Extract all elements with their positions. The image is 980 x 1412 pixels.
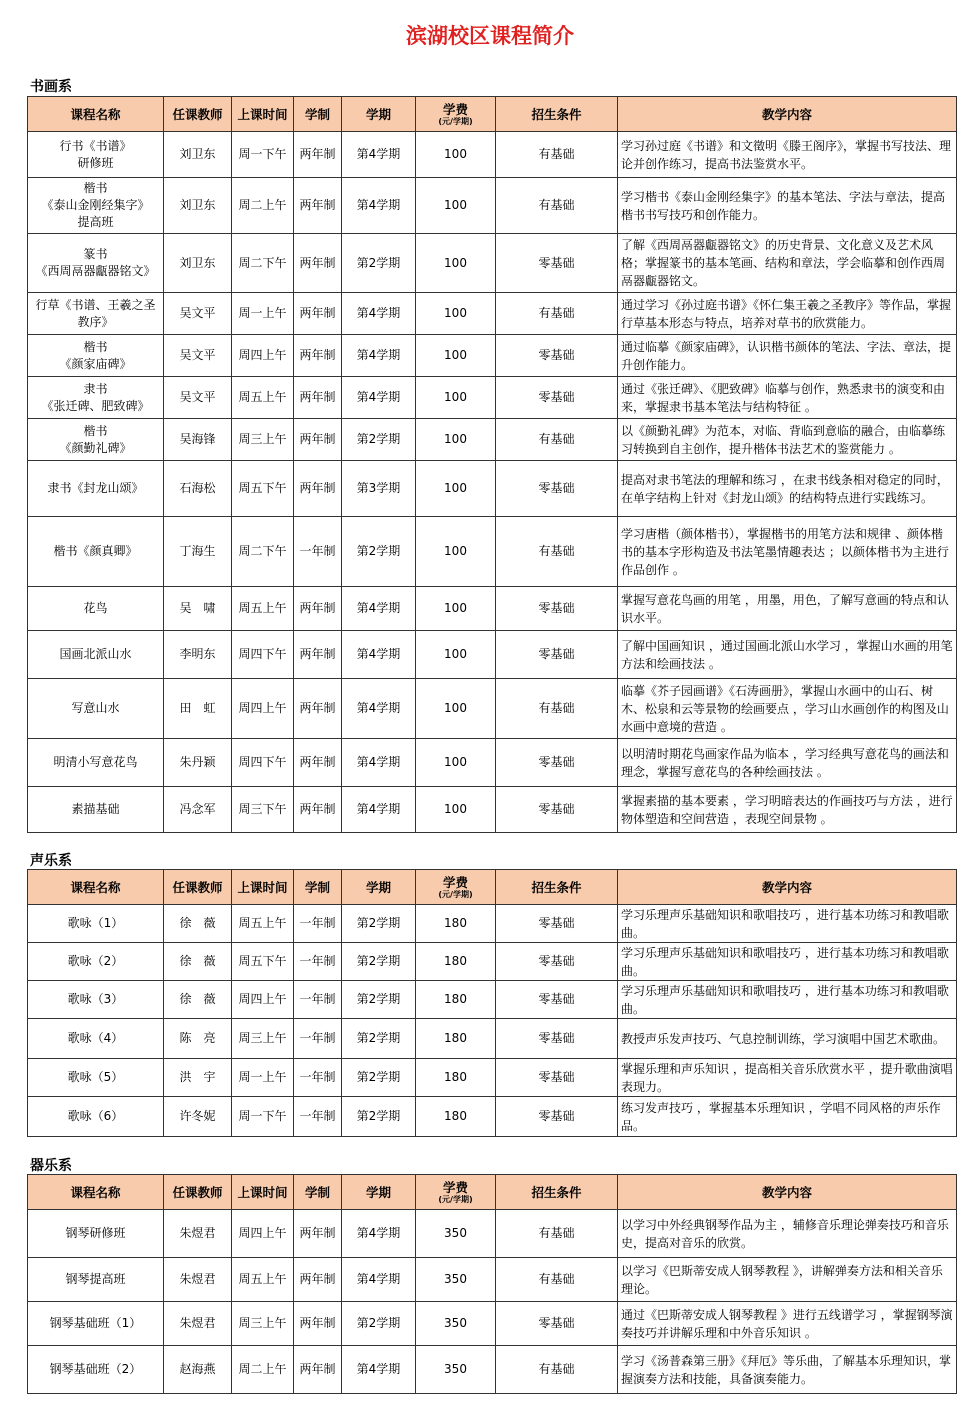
cell-fee: 350 [416,1258,496,1302]
cell-name: 歌咏（6） [28,1097,164,1137]
cell-condition: 零基础 [496,377,618,419]
table-header-row [28,1175,957,1210]
course-table [27,869,957,1137]
cell-term: 第2学期 [342,905,416,943]
table-row [28,943,957,981]
cell-system: 两年制 [294,335,342,377]
cell-term: 第4学期 [342,787,416,833]
cell-time: 周一上午 [232,293,294,335]
cell-condition: 零基础 [496,905,618,943]
cell-fee: 350 [416,1210,496,1258]
cell-time: 周三上午 [232,419,294,461]
cell-teacher: 朱丹颖 [164,739,232,787]
header-fee: 学费 (元/学期) [416,870,496,905]
cell-system: 一年制 [294,943,342,981]
cell-time: 周五上午 [232,1258,294,1302]
cell-fee: 100 [416,587,496,631]
cell-content: 学习乐理声乐基础知识和歌唱技巧 ，进行基本功练习和教唱歌曲。 [618,943,957,981]
cell-name: 花鸟 [28,587,164,631]
cell-term: 第2学期 [342,1019,416,1059]
cell-term: 第4学期 [342,293,416,335]
cell-term: 第4学期 [342,377,416,419]
header-fee: 学费 (元/学期) [416,97,496,132]
cell-name: 素描基础 [28,787,164,833]
cell-content: 以明清时期花鸟画家作品为临本 ，学习经典写意花鸟的画法和理念，掌握写意花鸟的各种绘画技法 。 [618,739,957,787]
page-title: 滨湖校区课程简介 [406,24,574,48]
header-name: 课程名称 [28,97,164,132]
cell-teacher: 吴文平 [164,335,232,377]
cell-content: 学习乐理声乐基础知识和歌唱技巧 ，进行基本功练习和教唱歌曲。 [618,905,957,943]
cell-content: 以学习中外经典钢琴作品为主 ，辅修音乐理论弹奏技巧和音乐史，提高对音乐的欣赏。 [618,1210,957,1258]
table-row [28,679,957,739]
cell-teacher: 刘卫东 [164,234,232,293]
cell-teacher: 石海松 [164,461,232,517]
cell-system: 两年制 [294,1258,342,1302]
table-row [28,461,957,517]
cell-term: 第4学期 [342,679,416,739]
cell-condition: 零基础 [496,1019,618,1059]
cell-teacher: 徐 薇 [164,943,232,981]
cell-term: 第4学期 [342,335,416,377]
cell-name: 钢琴研修班 [28,1210,164,1258]
cell-fee: 180 [416,905,496,943]
table-row [28,1059,957,1097]
cell-system: 一年制 [294,1097,342,1137]
cell-time: 周五上午 [232,377,294,419]
cell-condition: 零基础 [496,631,618,679]
cell-fee: 100 [416,517,496,587]
table-row [28,631,957,679]
cell-system: 两年制 [294,587,342,631]
table-row [28,905,957,943]
header-teacher: 任课教师 [164,1175,232,1210]
table-row [28,178,957,234]
cell-system: 两年制 [294,234,342,293]
cell-teacher: 朱煜君 [164,1210,232,1258]
cell-time: 周四上午 [232,679,294,739]
cell-system: 两年制 [294,419,342,461]
cell-name: 楷书《颜真卿》 [28,517,164,587]
cell-term: 第4学期 [342,739,416,787]
cell-condition: 零基础 [496,943,618,981]
cell-system: 一年制 [294,1019,342,1059]
cell-term: 第4学期 [342,132,416,178]
cell-teacher: 赵海燕 [164,1346,232,1394]
cell-fee: 180 [416,1059,496,1097]
header-term: 学期 [342,1175,416,1210]
cell-name: 钢琴提高班 [28,1258,164,1302]
cell-term: 第4学期 [342,1346,416,1394]
cell-time: 周三上午 [232,1302,294,1346]
table-row [28,335,957,377]
header-term: 学期 [342,97,416,132]
cell-condition: 零基础 [496,335,618,377]
header-time: 上课时间 [232,1175,294,1210]
cell-system: 两年制 [294,679,342,739]
cell-term: 第2学期 [342,419,416,461]
cell-condition: 零基础 [496,1302,618,1346]
table-row [28,1210,957,1258]
cell-fee: 180 [416,943,496,981]
cell-teacher: 徐 薇 [164,905,232,943]
cell-teacher: 陈 亮 [164,1019,232,1059]
cell-content: 了解《西周鬲器甗器铭文》的历史背景、文化意义及艺术风格；掌握篆书的基本笔画、结构和章法，学会临摹和创作西周鬲器甗器铭文。 [618,234,957,293]
cell-time: 周五上午 [232,905,294,943]
cell-fee: 100 [416,787,496,833]
cell-name: 写意山水 [28,679,164,739]
cell-content: 练习发声技巧 ，掌握基本乐理知识 ，学唱不同风格的声乐作品。 [618,1097,957,1137]
cell-fee: 100 [416,739,496,787]
cell-content: 通过临摹《颜家庙碑》，认识楷书颜体的笔法、字法、章法，提升创作能力。 [618,335,957,377]
cell-fee: 100 [416,234,496,293]
cell-teacher: 吴文平 [164,377,232,419]
cell-name: 歌咏（2） [28,943,164,981]
cell-term: 第4学期 [342,631,416,679]
cell-time: 周四上午 [232,1210,294,1258]
table-row [28,1019,957,1059]
cell-name: 行草《书谱、王羲之圣 教序》 [28,293,164,335]
cell-system: 一年制 [294,905,342,943]
cell-content: 学习《汤普森第三册》《拜厄》等乐曲，了解基本乐理知识，掌握演奏方法和技能，具备演奏能力。 [618,1346,957,1394]
table-row [28,234,957,293]
cell-condition: 零基础 [496,234,618,293]
cell-teacher: 朱煜君 [164,1302,232,1346]
cell-term: 第2学期 [342,234,416,293]
cell-content: 掌握写意花鸟画的用笔 ，用墨，用色，了解写意画的特点和认识水平。 [618,587,957,631]
cell-condition: 零基础 [496,787,618,833]
cell-content: 以学习《巴斯蒂安成人钢琴教程 》，讲解弹奏方法和相关音乐理论。 [618,1258,957,1302]
header-name: 课程名称 [28,1175,164,1210]
cell-name: 歌咏（1） [28,905,164,943]
cell-system: 两年制 [294,178,342,234]
header-condition: 招生条件 [496,1175,618,1210]
cell-time: 周四上午 [232,335,294,377]
header-system: 学制 [294,1175,342,1210]
table-row [28,377,957,419]
cell-term: 第2学期 [342,943,416,981]
cell-condition: 有基础 [496,517,618,587]
cell-condition: 有基础 [496,1346,618,1394]
course-table [27,96,957,833]
header-content: 教学内容 [618,1175,957,1210]
cell-condition: 有基础 [496,132,618,178]
cell-fee: 180 [416,1019,496,1059]
cell-system: 两年制 [294,461,342,517]
cell-name: 钢琴基础班（1） [28,1302,164,1346]
cell-name: 隶书《封龙山颂》 [28,461,164,517]
cell-system: 两年制 [294,293,342,335]
cell-condition: 零基础 [496,1097,618,1137]
cell-teacher: 李明东 [164,631,232,679]
cell-name: 钢琴基础班（2） [28,1346,164,1394]
cell-fee: 350 [416,1302,496,1346]
cell-term: 第3学期 [342,461,416,517]
cell-content: 以《颜勤礼碑》为范本，对临、背临到意临的融合，由临摹练习转换到自主创作，提升楷体书法艺术的鉴赏能力 。 [618,419,957,461]
table-row [28,1302,957,1346]
cell-term: 第2学期 [342,1097,416,1137]
cell-name: 明清小写意花鸟 [28,739,164,787]
table-row [28,419,957,461]
cell-condition: 零基础 [496,981,618,1019]
cell-fee: 100 [416,132,496,178]
cell-condition: 有基础 [496,1210,618,1258]
cell-content: 学习乐理声乐基础知识和歌唱技巧 ，进行基本功练习和教唱歌曲。 [618,981,957,1019]
cell-teacher: 刘卫东 [164,178,232,234]
header-condition: 招生条件 [496,97,618,132]
header-name: 课程名称 [28,870,164,905]
cell-system: 两年制 [294,1302,342,1346]
table-row [28,517,957,587]
cell-name: 歌咏（4） [28,1019,164,1059]
header-fee: 学费 (元/学期) [416,1175,496,1210]
table-header-row [28,97,957,132]
cell-name: 楷书 《颜家庙碑》 [28,335,164,377]
cell-content: 掌握乐理和声乐知识 ，提高相关音乐欣赏水平 ，提升歌曲演唱表现力。 [618,1059,957,1097]
cell-teacher: 丁海生 [164,517,232,587]
header-time: 上课时间 [232,870,294,905]
cell-condition: 有基础 [496,419,618,461]
cell-content: 临摹《芥子园画谱》《石涛画册》，掌握山水画中的山石、树木、松泉和云等景物的绘画要点 ，学习山水画创作的构图及山水画中意境的营造 。 [618,679,957,739]
cell-content: 学习楷书《泰山金刚经集字》的基本笔法、字法与章法，提高楷书书写技巧和创作能力。 [618,178,957,234]
cell-time: 周四下午 [232,739,294,787]
cell-time: 周五上午 [232,587,294,631]
cell-term: 第4学期 [342,587,416,631]
cell-term: 第4学期 [342,1210,416,1258]
cell-condition: 有基础 [496,679,618,739]
cell-time: 周二下午 [232,234,294,293]
cell-term: 第2学期 [342,517,416,587]
cell-time: 周四上午 [232,981,294,1019]
cell-time: 周三下午 [232,787,294,833]
section-title: 声乐系 [30,853,72,869]
cell-time: 周二上午 [232,1346,294,1394]
cell-term: 第4学期 [342,1258,416,1302]
cell-teacher: 冯念军 [164,787,232,833]
cell-name: 篆书 《西周鬲器甗器铭文》 [28,234,164,293]
cell-system: 一年制 [294,981,342,1019]
cell-term: 第2学期 [342,1302,416,1346]
cell-teacher: 朱煜君 [164,1258,232,1302]
cell-fee: 100 [416,419,496,461]
cell-term: 第2学期 [342,1059,416,1097]
table-row [28,1258,957,1302]
cell-time: 周三上午 [232,1019,294,1059]
cell-time: 周一下午 [232,132,294,178]
cell-teacher: 田 虹 [164,679,232,739]
header-system: 学制 [294,870,342,905]
table-row [28,981,957,1019]
table-row [28,739,957,787]
cell-name: 国画北派山水 [28,631,164,679]
cell-content: 掌握素描的基本要素 ，学习明暗表达的作画技巧与方法 ，进行物体塑造和空间营造 ，表现空间景物 。 [618,787,957,833]
cell-teacher: 徐 薇 [164,981,232,1019]
cell-fee: 100 [416,461,496,517]
cell-fee: 100 [416,679,496,739]
cell-content: 通过《巴斯蒂安成人钢琴教程 》进行五线谱学习 ，掌握钢琴演奏技巧并讲解乐理和中外音乐知识 。 [618,1302,957,1346]
cell-fee: 180 [416,1097,496,1137]
cell-content: 了解中国画知识 ，通过国画北派山水学习 ，掌握山水画的用笔方法和绘画技法 。 [618,631,957,679]
cell-condition: 零基础 [496,461,618,517]
header-content: 教学内容 [618,870,957,905]
cell-name: 行书《书谱》 研修班 [28,132,164,178]
cell-system: 一年制 [294,1059,342,1097]
cell-system: 两年制 [294,631,342,679]
cell-time: 周五下午 [232,461,294,517]
header-system: 学制 [294,97,342,132]
cell-system: 两年制 [294,787,342,833]
cell-time: 周一下午 [232,1097,294,1137]
cell-content: 提高对隶书笔法的理解和练习 ，在隶书线条相对稳定的同时，在单字结构上针对《封龙山颂》的结构特点进行实践练习。 [618,461,957,517]
cell-name: 歌咏（5） [28,1059,164,1097]
cell-name: 歌咏（3） [28,981,164,1019]
table-header-row [28,870,957,905]
cell-condition: 零基础 [496,587,618,631]
header-teacher: 任课教师 [164,870,232,905]
cell-system: 一年制 [294,517,342,587]
cell-content: 通过学习《孙过庭书谱》《怀仁集王羲之圣教序》等作品，掌握行草基本形态与特点，培养对草书的欣赏能力。 [618,293,957,335]
cell-name: 楷书 《颜勤礼碑》 [28,419,164,461]
cell-teacher: 许冬妮 [164,1097,232,1137]
header-condition: 招生条件 [496,870,618,905]
cell-fee: 100 [416,631,496,679]
cell-teacher: 刘卫东 [164,132,232,178]
cell-system: 两年制 [294,1346,342,1394]
cell-time: 周一上午 [232,1059,294,1097]
cell-content: 学习孙过庭《书谱》和文徵明《滕王阁序》，掌握书写技法、理论并创作练习，提高书法鉴赏水平。 [618,132,957,178]
section-title: 器乐系 [30,1158,72,1174]
header-time: 上课时间 [232,97,294,132]
course-table [27,1174,957,1394]
table-row [28,132,957,178]
cell-time: 周五下午 [232,943,294,981]
cell-time: 周二上午 [232,178,294,234]
table-row [28,293,957,335]
cell-term: 第2学期 [342,981,416,1019]
cell-system: 两年制 [294,132,342,178]
cell-system: 两年制 [294,1210,342,1258]
cell-fee: 100 [416,293,496,335]
table-row [28,587,957,631]
cell-fee: 350 [416,1346,496,1394]
cell-condition: 有基础 [496,178,618,234]
cell-fee: 100 [416,377,496,419]
header-term: 学期 [342,870,416,905]
cell-teacher: 吴 啸 [164,587,232,631]
cell-system: 两年制 [294,377,342,419]
cell-system: 两年制 [294,739,342,787]
cell-condition: 零基础 [496,739,618,787]
cell-content: 学习唐楷（颜体楷书），掌握楷书的用笔方法和规律 、颜体楷书的基本字形构造及书法笔墨情趣表达 ；以颜体楷书为主进行作品创作 。 [618,517,957,587]
cell-term: 第4学期 [342,178,416,234]
cell-content: 通过《张迁碑》、《肥致碑》临摹与创作，熟悉隶书的演变和由来，掌握隶书基本笔法与结构特征 。 [618,377,957,419]
cell-condition: 有基础 [496,293,618,335]
cell-condition: 有基础 [496,1258,618,1302]
cell-condition: 零基础 [496,1059,618,1097]
cell-fee: 100 [416,335,496,377]
cell-time: 周二下午 [232,517,294,587]
table-row [28,1097,957,1137]
cell-fee: 100 [416,178,496,234]
cell-content: 教授声乐发声技巧、气息控制训练，学习演唱中国艺术歌曲。 [618,1019,957,1059]
table-row [28,787,957,833]
cell-time: 周四下午 [232,631,294,679]
table-row [28,1346,957,1394]
cell-teacher: 吴文平 [164,293,232,335]
header-content: 教学内容 [618,97,957,132]
section-title: 书画系 [30,79,72,95]
header-teacher: 任课教师 [164,97,232,132]
cell-teacher: 洪 宇 [164,1059,232,1097]
cell-name: 楷书 《泰山金刚经集字》 提高班 [28,178,164,234]
cell-teacher: 吴海锋 [164,419,232,461]
cell-fee: 180 [416,981,496,1019]
cell-name: 隶书 《张迁碑、肥致碑》 [28,377,164,419]
